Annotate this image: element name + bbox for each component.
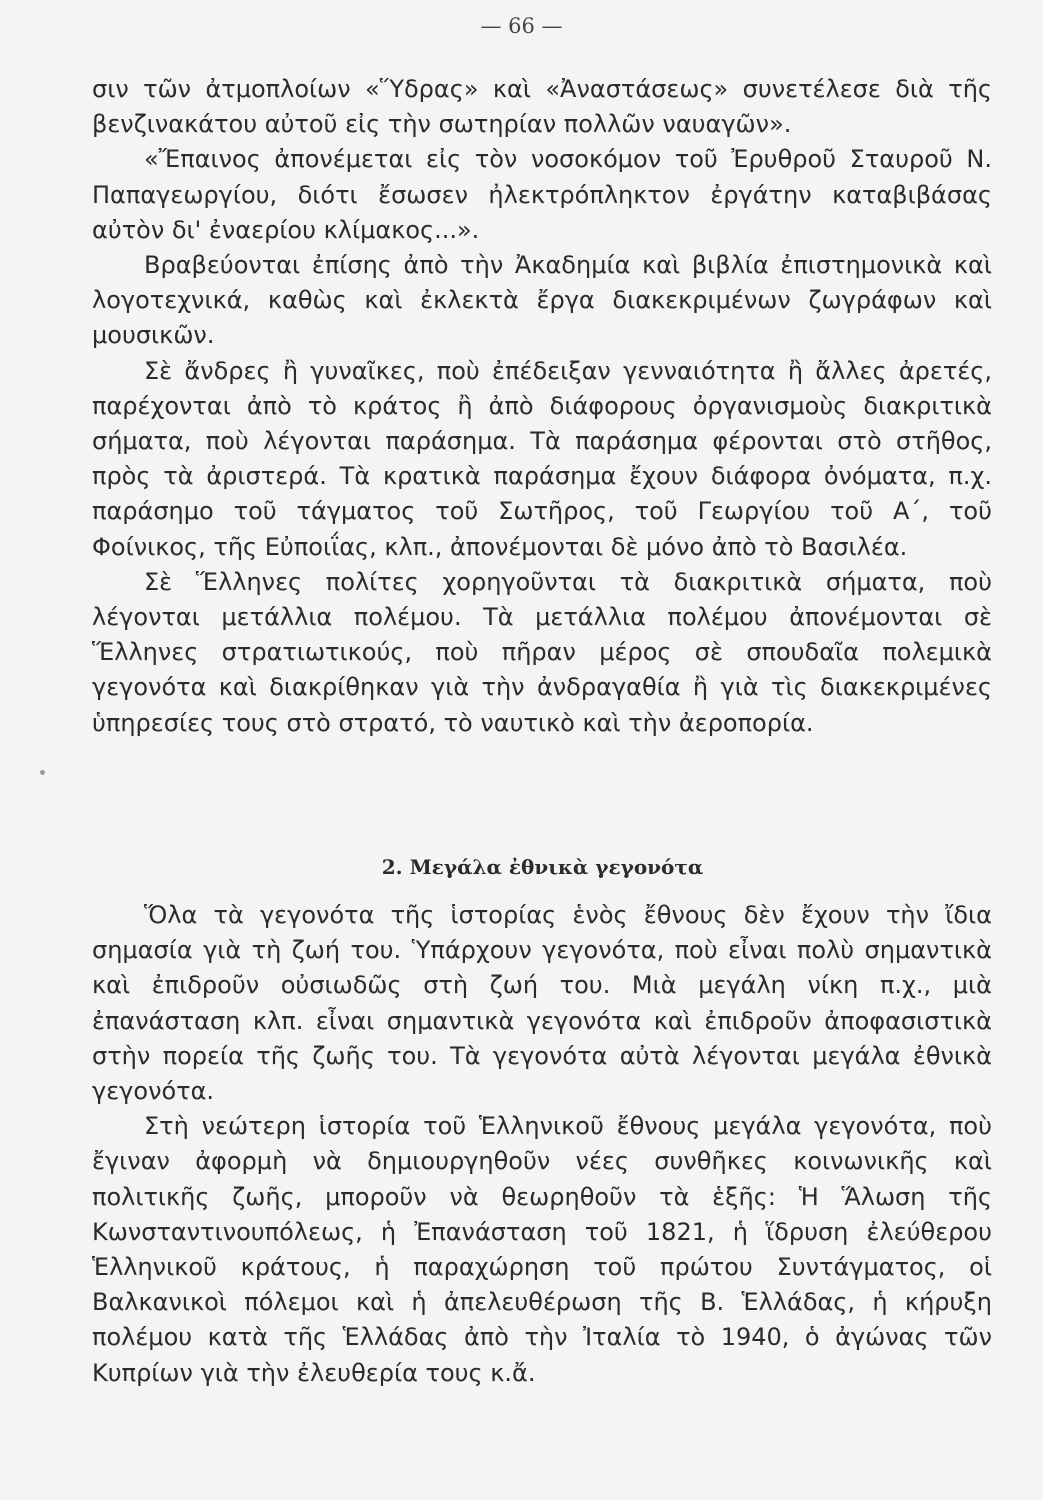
body-text-lower	[92, 898, 992, 1391]
paragraph-war-medals: Σὲ Ἕλληνες πολίτες χορηγοῦνται τὰ διακριτικὰ σήματα, ποὺ λέγονται μετάλλια πολέμου. Τὰ μετάλλια πολέμου ἀπονέμονται σὲ Ἕλληνες στρατιωτικούς, ποὺ πῆραν μέρος σὲ σπουδαῖα πολεμικὰ γεγονότα καὶ διακρίθηκαν γιὰ τὴν ἀνδραγαθία ἢ γιὰ τὶς διακεκριμένες ὑπηρεσίες τους στὸ στρατό, τὸ ναυτικὸ καὶ τὴν ἀεροπορία.	[92, 567, 992, 737]
paragraph-praise-quote: «Ἔπαινος ἀπονέμεται εἰς τὸν νοσοκόμον τοῦ Ἐρυθροῦ Σταυροῦ Ν. Παπαγεωργίου, διότι ἔσωσεν ἠλεκτρόπληκτον ἐργάτην καταβιβάσας αὐτὸν δι' ἐναερίου κλίμακος...».	[92, 145, 992, 244]
paragraph-decorations: Σὲ ἄνδρες ἢ γυναῖκες, ποὺ ἐπέδειξαν γενναιότητα ἢ ἄλλες ἀρετές, παρέχονται ἀπὸ τὸ κράτος ἢ ἀπὸ διάφορους ὀργανισμοὺς διακριτικὰ σήματα, ποὺ λέγονται παράσημα. Τὰ παράσημα φέρονται στὸ στῆθος, πρὸς τὰ ἀριστερά. Τὰ κρατικὰ παράσημα ἔχουν διάφορα ὀνόματα, π.χ. παράσημο τοῦ τάγματος τοῦ Σωτῆρος, τοῦ Γεωργίου τοῦ Α΄, τοῦ Φοίνικος, τῆς Εὐποιΐας, κλπ., ἀπονέμονται δὲ μόνο ἀπὸ τὸ Βασιλέα.	[92, 356, 992, 561]
paragraph-national-events-list: Στὴ νεώτερη ἱστορία τοῦ Ἑλληνικοῦ ἔθνους μεγάλα γεγονότα, ποὺ ἔγιναν ἀφορμὴ νὰ δημιουργηθοῦν νέες συνθῆκες κοινωνικῆς καὶ πολιτικῆς ζωῆς, μποροῦν νὰ θεωρηθοῦν τὰ ἑξῆς: Ἡ Ἅλωση τῆς Κωνσταντινουπόλεως, ἡ Ἐπανάσταση τοῦ 1821, ἡ ἵδρυση ἐλεύθερου Ἑλληνικοῦ κράτους, ἡ παραχώρηση τοῦ πρώτου Συντάγματος, οἱ Βαλκανικοὶ πόλεμοι καὶ ἡ ἀπελευθέρωση τῆς Β. Ἑλλάδας, ἡ κήρυξη πολέμου κατὰ τῆς Ἑλλάδας ἀπὸ τὴν Ἰταλία τὸ 1940, ὁ ἀγώνας τῶν Κυπρίων γιὰ τὴν ἐλευθερία τους κ.ἄ.	[92, 1112, 992, 1387]
page-number: — 66 —	[480, 14, 563, 38]
print-speck	[40, 770, 45, 775]
section-heading: 2. Μεγάλα ἐθνικὰ γεγονότα	[381, 855, 704, 879]
paragraph-continuation: σιν τῶν ἀτμοπλοίων «Ὕδρας» καὶ «Ἀναστάσεως» συνετέλεσε διὰ τῆς βενζινακάτου αὐτοῦ εἰς τὴν σωτηρίαν πολλῶν ναυαγῶν».	[92, 75, 992, 139]
paragraph-academy-awards: Βραβεύονται ἐπίσης ἀπὸ τὴν Ἀκαδημία καὶ βιβλία ἐπιστημονικὰ καὶ λογοτεχνικά, καθὼς καὶ ἐκλεκτὰ ἔργα διακεκριμένων ζωγράφων καὶ μουσικῶν.	[92, 251, 992, 350]
paragraph-national-events-intro: Ὅλα τὰ γεγονότα τῆς ἱστορίας ἑνὸς ἔθνους δὲν ἔχουν τὴν ἴδια σημασία γιὰ τὴ ζωή του. Ὑπάρχουν γεγονότα, ποὺ εἶναι πολὺ σημαντικὰ καὶ ἐπιδροῦν οὐσιωδῶς στὴ ζωή του. Μιὰ μεγάλη νίκη π.χ., μιὰ ἐπανάσταση κλπ. εἶναι σημαντικὰ γεγονότα καὶ ἐπιδροῦν ἀποφασιστικὰ στὴν πορεία τῆς ζωῆς του. Τὰ γεγονότα αὐτὰ λέγονται μεγάλα ἐθνικὰ γεγονότα.	[92, 901, 992, 1106]
body-text-upper	[92, 72, 992, 741]
